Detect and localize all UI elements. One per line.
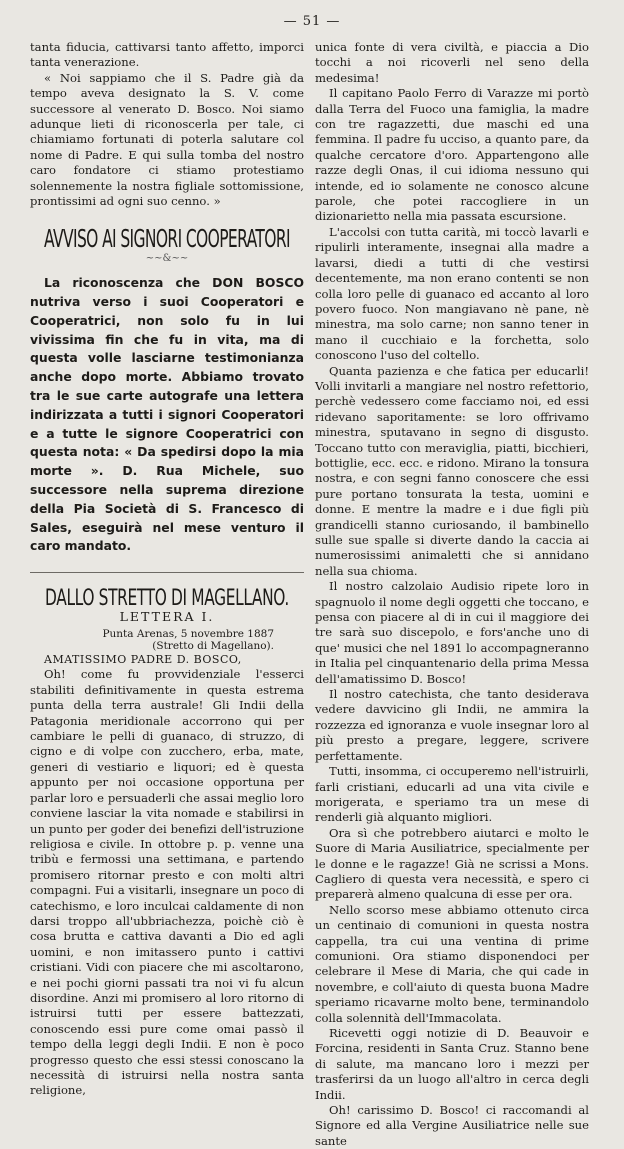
right-column	[315, 40, 589, 1149]
section-title: DALLO STRETTO DI MAGELLANO.	[45, 586, 289, 612]
letter-body: Oh! come fu provvidenziale l'esserci stabiliti definitivamente in questa estrema punta della terra australe! Gli Indii della Patagonia meridionale accorrono qui per cambiare le pelli di guanaco, di struzzo, di cigno e di volpe con zucchero, erba, mate, generi di vestiario e liquori; ed è questa appunto per noi occasione opportuna per parlar loro e persuaderli che assai meglio loro conviene lasciar la vita nomade e stabilirsi in un punto per goder dei benefizi dell'istruzione religiosa e civile. In ottobre p. p. venne una tribù e fermossi una settimana, e partendo promisero ritornar presto e con molti altri compagni. Fui a visitarli, insegnare un poco di catechismo, e loro inculcai caldamente di non darsi troppo all'ubbriachezza, poichè ciò è cosa brutta e cattiva davanti a Dio ed agli uomini, e non imitassero punto i cattivi cristiani. Vidi con piacere che mi ascoltarono, e nei pochi giorni passati tra noi vi fu alcun disordine. Anzi mi promisero al loro ritorno di istruirsi tutti per essere battezzati, conoscendo essi pure come omai passò il tempo della leggi degli Indii. E non è poco progresso questo che essi stessi conoscano la necessità di istruirsi nella nostra santa religione,	[30, 667, 304, 1098]
paragraph: Ora sì che potrebbero aiutarci e molto le Suore di Maria Ausiliatrice, specialmente per le donne e le ragazze! Già ne scrissi a Mons. Cagliero di questa vera necessità, e spero ci preparerà almeno qualcuna di esse per ora.	[315, 825, 589, 902]
paragraph: Il capitano Paolo Ferro di Varazze mi portò dalla Terra del Fuoco una famiglia, la madre con tre ragazzetti, due maschi ed una femmina. Il padre fu ucciso, a quanto pare, da qualche cercatore d'oro. Appartengono alle razze degli Onas, il cui idioma nessuno qui intende, ed io solamente ne conosco alcune parole, che potei raccogliere in un dizionarietto nella mia passata escursione.	[315, 86, 589, 224]
intro-paragraph: tanta fiducia, cattivarsi tanto affetto, imporci tanta venerazione.	[30, 40, 304, 70]
paragraph: L'accolsi con tutta carità, mi toccò lavarli e ripulirli interamente, insegnai alla madre a lavarsi, diedi a tutti di che vestirsi decentemente, ma non erano contenti se non colla loro pelle di guanaco ed accanto al loro povero fuoco. Non mangiavano nè pane, nè minestra, ma solo carne; non sanno tener in mano il cucchiaio e la forchetta, solo conoscono l'uso del coltello.	[315, 224, 589, 363]
intro-paragraph: « Noi sappiamo che il S. Padre già da tempo aveva designato la S. V. come successore al venerato D. Bosco. Noi siamo adunque lieti di riconoscerla per tale, ci chiamiamo fortunati di poterla salutare col nome di Padre. E qui sulla tomba del nostro caro fondatore ci stiamo protestiamo solennemente la nostra figliale sottomissione, prontissimi ad ogni suo cenno. »	[30, 70, 304, 209]
notice-body: La riconoscenza che DON BOSCO nutriva verso i suoi Cooperatori e Cooperatrici, non solo fu in lui vivissima fin che fu in vita, ma di questa volle lasciarne testimonianza anche dopo morte. Abbiamo trovato tra le sue carte autografe una lettera indirizzata a tutti i signori Cooperatori e a tutte le signore Cooperatrici con questa nota: « Da spedirsi dopo la mia morte ». D. Rua Michele, suo successore nella suprema direzione della Pia Società di S. Francesco di Sales, eseguirà nel mese venturo il caro mandato.	[30, 275, 304, 554]
ornament-divider: ~~&~~	[145, 252, 189, 264]
letter-title: LETTERA I.	[119, 608, 215, 624]
paragraph: unica fonte di vera civiltà, e piaccia a Dio tocchi a noi ricoverli nel seno della medesima!	[315, 40, 589, 85]
salutation: AMATISSIMO PADRE D. BOSCO,	[44, 653, 242, 667]
dateline-place-date: Punta Arenas, 5 novembre 1887	[102, 628, 274, 641]
notice-title: AVVISO AI SIGNORI COOPERATORI	[44, 224, 290, 254]
paragraph: Il nostro catechista, che tanto desiderava vedere davvicino gli Indii, ne ammira la rozzezza ed ignoranza e vuole insegnar loro al più presto a pregare, leggere, scrivere perfettamente.	[315, 687, 589, 763]
dateline	[30, 628, 304, 652]
paragraph: Il nostro calzolaio Audisio ripete loro in spagnuolo il nome degli oggetti che toccano, e pensa con piacere al di in cui il maggiore dei tre sarà suo discepolo, e fors'anche uno di que' musici che nel 1891 lo accompagneranno in Italia pel cinquantenario della prima Messa dell'amatissimo D. Bosco!	[315, 579, 590, 686]
paragraph: Nello scorso mese abbiamo ottenuto circa un centinaio di comunioni in questa nostra cappella, tra cui una ventina di prime comunioni. Ora stiamo disponendoci per celebrare il Mese di Maria, che qui cade in novembre, e coll'aiuto di questa buona Madre speriamo ricavarne molto bene, terminandolo colla solennità dell'Immacolata.	[315, 902, 589, 1025]
section-rule	[30, 572, 304, 573]
paragraph: Tutti, insomma, ci occuperemo nell'istruirli, farli cristiani, educarli ad una vita civile e morigerata, e speriamo tra un mese di renderli già alquanto migliori.	[315, 764, 589, 825]
page-number: — 51 —	[283, 14, 341, 29]
paragraph: Oh! carissimo D. Bosco! ci raccomandi al Signore ed alla Vergine Ausiliatrice nelle sue sante	[315, 1103, 589, 1148]
notice-text	[30, 274, 304, 556]
left-column	[30, 40, 304, 1099]
paragraph: Ricevetti oggi notizie di D. Beauvoir e Forcina, residenti in Santa Cruz. Stanno bene di salute, ma mancano loro i mezzi per trasferirsi da un luogo all'altro in cerca degli Indii.	[315, 1026, 589, 1102]
paragraph: Quanta pazienza e che fatica per educarli! Volli invitarli a mangiare nel nostro refettorio, perchè vedessero come facciamo noi, ed essi ridevano saporitamente: se loro offrivamo minestra, sputavano in segno di disgusto. Toccano tutto con meraviglia, piatti, bicchieri, bottiglie, ecc. ecc. e ridono. Mirano la tonsura nostra, e con segni fanno conoscere che essi pure portano tonsurata la testa, uomini e donne. E mentre la madre e i due figli più grandicelli stanno curiosando, il bambinello sulle sue spalle si diverte dando la caccia ai numerosissimi animaletti che si annidano nella sua chioma.	[315, 363, 589, 578]
dateline-region: (Stretto di Magellano).	[152, 640, 274, 653]
